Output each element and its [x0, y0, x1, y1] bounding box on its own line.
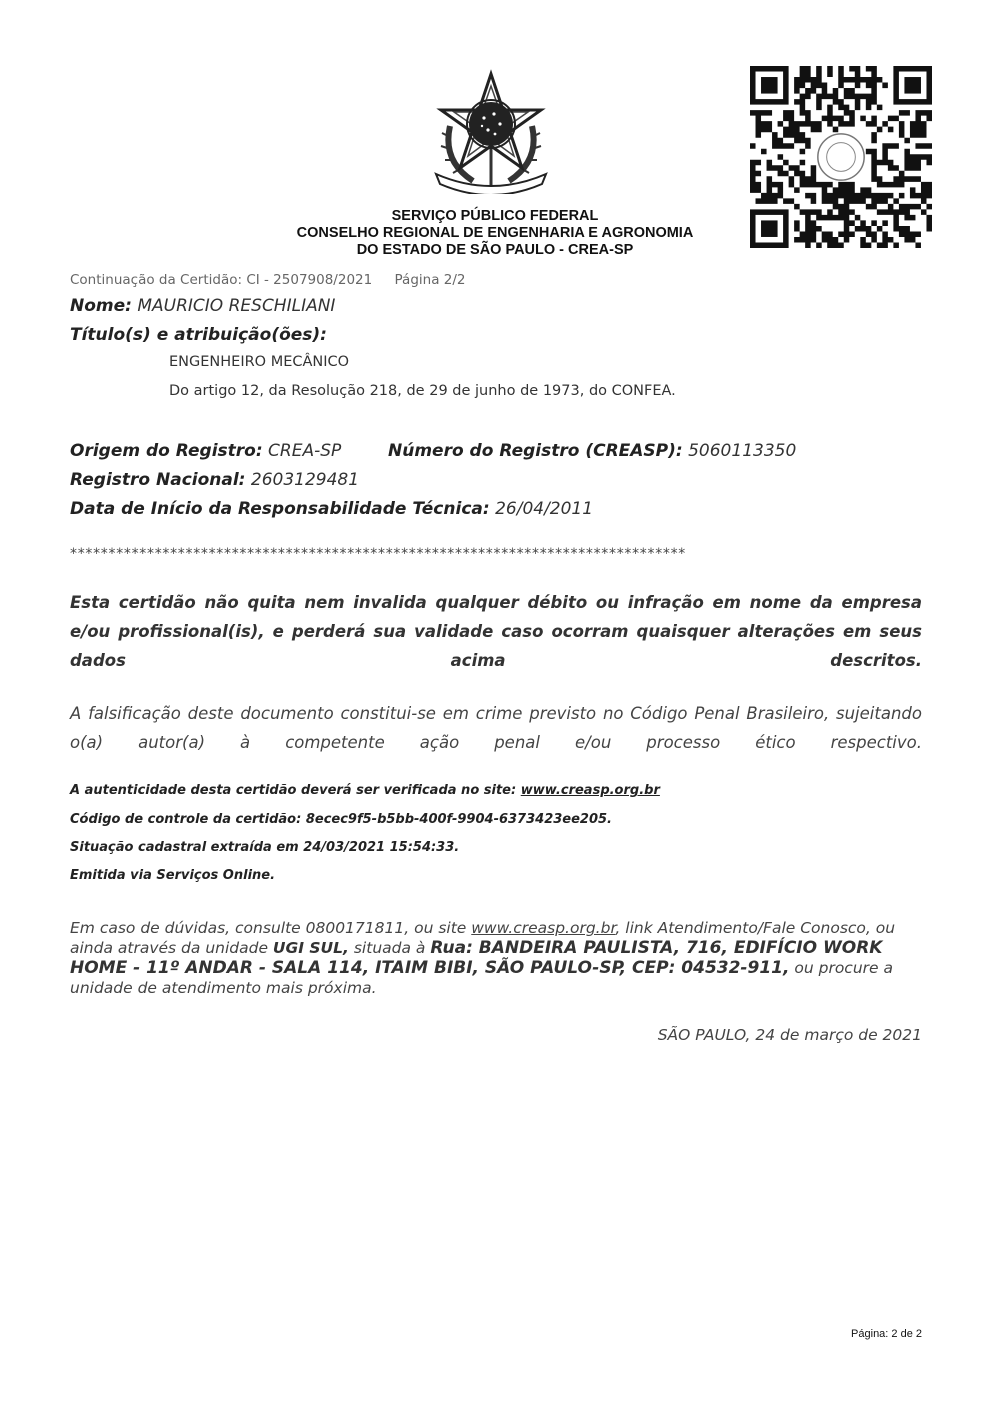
notice-italic: A falsificação deste documento constitui-se em crime previsto no Código Penal Brasileiro, sujeitando o(a) autor(a) à competente ação penal e/ou processo ético respectivo.	[70, 704, 922, 752]
origin-line	[70, 441, 341, 461]
titles-line	[70, 325, 327, 345]
extraction-date: Situação cadastral extraída em 24/03/2021 15:54:33.	[70, 840, 460, 855]
registry-number-line	[388, 441, 796, 461]
page-footer: Página: 2 de 2	[851, 1328, 922, 1340]
header-service: SERVIÇO PÚBLICO FEDERAL	[391, 208, 599, 224]
start-date-label: Data de Início da Responsabilidade Técnica:	[70, 499, 490, 519]
verification-site-link[interactable]: www.creasp.org.br	[520, 783, 660, 798]
verification-site-text: A autenticidade desta certidão deverá ser verificada no site:	[70, 783, 517, 798]
certificate-number: Continuação da Certidão: CI - 2507908/2021	[70, 272, 373, 288]
contact-part1: Em caso de dúvidas, consulte 0800171811, ou site	[70, 919, 467, 937]
national-registry-value: 2603129481	[250, 470, 360, 490]
page-indicator: Página 2/2	[394, 272, 466, 288]
registry-number-value: 5060113350	[688, 441, 797, 461]
coat-of-arms-logo	[428, 66, 554, 194]
contact-site-link[interactable]: www.creasp.org.br	[471, 919, 616, 937]
name-label: Nome:	[70, 296, 132, 316]
contact-paragraph	[70, 918, 930, 998]
header-council: CONSELHO REGIONAL DE ENGENHARIA E AGRONOMIA	[296, 225, 694, 241]
titles-label: Título(s) e atribuição(ões):	[70, 325, 327, 345]
place-date: SÃO PAULO, 24 de março de 2021	[657, 1026, 922, 1044]
qr-finder-pattern	[750, 66, 789, 105]
professional-title: ENGENHEIRO MECÂNICO	[169, 354, 350, 370]
notice-bold: Esta certidão não quita nem invalida qualquer débito ou infração em nome da empresa e/ou profissional(is), e perderá sua validade caso ocorram quaisquer alterações em seus dados acima descritos.	[70, 593, 922, 670]
issued-via: Emitida via Serviços Online.	[70, 868, 276, 883]
control-code: Código de controle da certidão: 8ecec9f5-b5bb-400f-9904-6373423ee205.	[70, 812, 612, 827]
start-date-value: 26/04/2011	[495, 499, 594, 519]
contact-part3: ainda através da unidade	[70, 939, 268, 957]
header-state: DO ESTADO DE SÃO PAULO - CREA-SP	[356, 242, 634, 258]
continuation-line	[70, 272, 484, 288]
origin-label: Origem do Registro:	[70, 441, 263, 461]
registry-number-label: Número do Registro (CREASP):	[388, 441, 683, 461]
attribution-text: Do artigo 12, da Resolução 218, de 29 de junho de 1973, do CONFEA.	[169, 383, 676, 399]
qr-finder-pattern	[750, 209, 789, 248]
name-line	[70, 296, 335, 316]
asterisk-separator: ********************************************************************************	[70, 546, 686, 562]
origin-value: CREA-SP	[268, 441, 342, 461]
name-value: MAURICIO RESCHILIANI	[137, 296, 336, 316]
contact-part5: ou procure a unidade de atendimento mais próxima.	[70, 959, 893, 997]
qr-finder-pattern	[893, 66, 932, 105]
contact-part2: , link Atendimento/Fale Conosco, ou	[615, 919, 896, 937]
verification-site-line	[70, 783, 660, 798]
contact-address: Rua: BANDEIRA PAULISTA, 716, EDIFÍCIO WORK HOME - 11º ANDAR - SALA 114, ITAIM BIBI, SÃO PAULO-SP, CEP: 04532-911,	[70, 938, 883, 978]
start-date-line	[70, 499, 593, 519]
qr-center-seal	[818, 134, 864, 180]
national-registry-line	[70, 470, 359, 490]
contact-part4: situada à	[353, 939, 426, 957]
qr-code	[750, 66, 932, 248]
contact-unit: UGI SUL,	[272, 939, 349, 957]
national-registry-label: Registro Nacional:	[70, 470, 246, 490]
